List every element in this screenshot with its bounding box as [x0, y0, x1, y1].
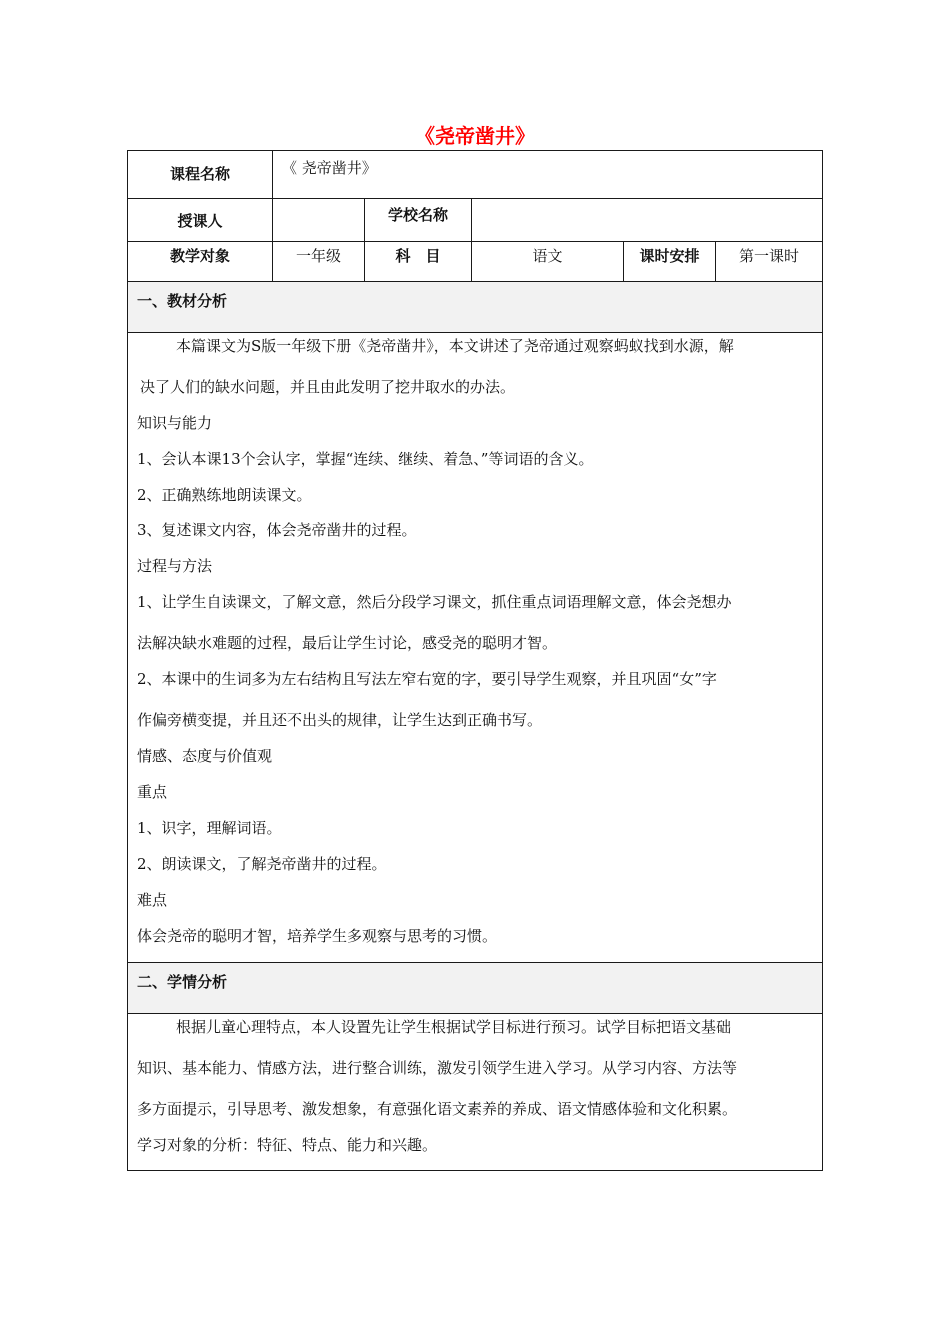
section1-line: 2、本课中的生词多为左右结构且写法左窄右宽的字，要引导学生观察，并且巩固“女”字 — [137, 670, 717, 688]
section1-line: 情感、态度与价值观 — [137, 747, 273, 765]
section1-line: 1、会认本课13个会认字，掌握“连续、继续、着急、”等词语的含义。 — [137, 450, 594, 468]
row-divider — [127, 281, 823, 282]
section1-line: 法解决缺水难题的过程，最后让学生讨论，感受尧的聪明才智。 — [137, 634, 558, 652]
section2-line: 学习对象的分析：特征、特点、能力和兴趣。 — [137, 1136, 438, 1154]
section1-line: 2、朗读课文，了解尧帝凿井的过程。 — [137, 855, 387, 873]
section1-heading: 一、教材分析 — [137, 292, 228, 310]
section1-heading-bg — [128, 282, 822, 332]
subject-value: 语文 — [532, 247, 563, 265]
row-divider — [127, 962, 823, 963]
section2-line: 根据儿童心理特点，本人设置先让学生根据试学目标进行预习。试学目标把语文基础 — [176, 1018, 732, 1036]
section2-heading: 二、学情分析 — [137, 973, 228, 991]
row-divider — [127, 241, 823, 242]
course-name-value: 《 尧帝凿井》 — [282, 159, 377, 177]
target-label: 教学对象 — [169, 247, 230, 265]
subject-label: 科 目 — [395, 247, 441, 265]
section2-line: 多方面提示，引导思考、激发想象，有意强化语文素养的养成、语文情感体验和文化积累。 — [137, 1100, 738, 1118]
row-divider — [127, 198, 823, 199]
schedule-value: 第一课时 — [738, 247, 799, 265]
section1-line: 1、识字，理解词语。 — [137, 819, 282, 837]
teacher-label: 授课人 — [177, 212, 223, 230]
section1-line: 作偏旁横变提，并且还不出头的规律，让学生达到正确书写。 — [137, 711, 543, 729]
target-value: 一年级 — [295, 247, 341, 265]
section1-line: 重点 — [137, 783, 168, 801]
row-divider — [127, 332, 823, 333]
section1-line: 过程与方法 — [137, 557, 213, 575]
school-label: 学校名称 — [387, 206, 448, 224]
col-divider — [471, 198, 472, 281]
section1-line: 知识与能力 — [137, 414, 213, 432]
section1-line: 3、复述课文内容，体会尧帝凿井的过程。 — [137, 521, 417, 539]
section1-line: 2、正确熟练地朗读课文。 — [137, 486, 312, 504]
course-name-label: 课程名称 — [169, 165, 230, 183]
section2-line: 知识、基本能力、情感方法，进行整合训练，激发引领学生进入学习。从学习内容、方法等 — [137, 1059, 738, 1077]
section2-heading-bg — [128, 963, 822, 1013]
section1-line: 体会尧帝的聪明才智，培养学生多观察与思考的习惯。 — [137, 927, 498, 945]
section1-line: 本篇课文为S版一年级下册《尧帝凿井》，本文讲述了尧帝通过观察蚂蚁找到水源，解 — [176, 337, 734, 355]
section1-line: 决了人们的缺水问题，并且由此发明了挖井取水的办法。 — [140, 378, 516, 396]
schedule-label: 课时安排 — [639, 247, 700, 265]
section1-line: 难点 — [137, 891, 168, 909]
page-title: 《尧帝凿井》 — [415, 124, 535, 148]
section1-line: 1、让学生自读课文，了解文意，然后分段学习课文，抓住重点词语理解文意，体会尧想办 — [137, 593, 732, 611]
row-divider — [127, 1013, 823, 1014]
